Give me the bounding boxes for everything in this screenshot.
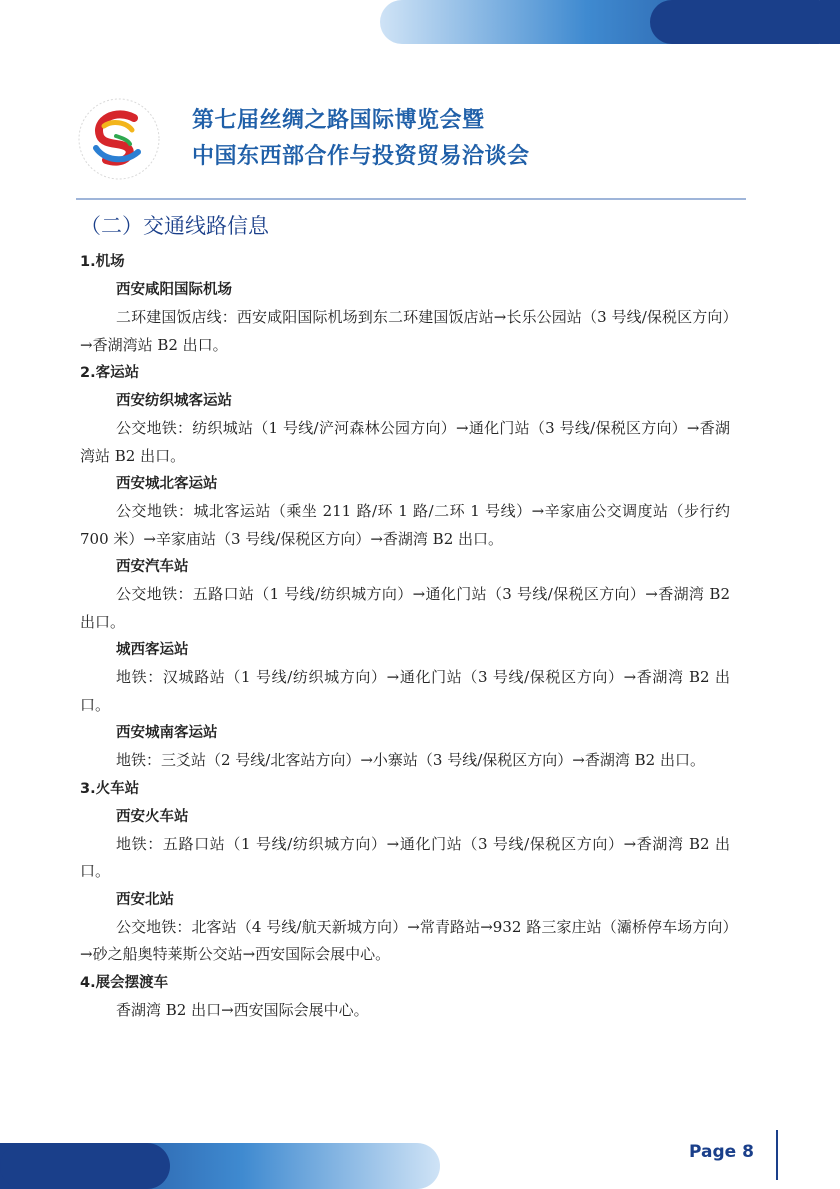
item-route: 地铁：三爻站（2 号线/北客站方向）→小寨站（3 号线/保税区方向）→香湖湾 B2 出口。 (116, 751, 705, 769)
header-title (192, 103, 530, 175)
item-name: 城西客运站 (116, 642, 189, 658)
item-name: 西安城北客运站 (116, 476, 218, 492)
item-name: 西安城南客运站 (116, 725, 218, 741)
section-heading-bus-station: 2.客运站 (80, 365, 140, 381)
page-number-divider (776, 1130, 778, 1180)
document-body (80, 206, 730, 1024)
header-divider (76, 198, 746, 200)
section-heading-airport: 1.机场 (80, 254, 125, 270)
header-title-line2: 中国东西部合作与投资贸易洽谈会 (192, 144, 530, 169)
item-route: 公交地铁：纺织城站（1 号线/浐河森林公园方向）→通化门站（3 号线/保税区方向）→香湖湾站 B2 出口。 (80, 419, 730, 465)
item-route: 公交地铁：城北客运站（乘坐 211 路/环 1 路/二环 1 号线）→辛家庙公交调度站（步行约 700 米）→辛家庙站（3 号线/保税区方向）→香湖湾 B2 出口。 (80, 502, 730, 548)
section-heading-shuttle: 4.展会摆渡车 (80, 974, 169, 991)
header-title-line1: 第七届丝绸之路国际博览会暨 (192, 108, 485, 133)
item-route: 公交地铁：五路口站（1 号线/纺织城方向）→通化门站（3 号线/保税区方向）→香湖湾 B2 出口。 (80, 585, 730, 631)
item-name: 西安纺织城客运站 (116, 393, 232, 409)
item-name: 西安北站 (116, 891, 174, 908)
top-decorative-band (380, 0, 840, 44)
expo-logo (76, 96, 162, 182)
section-heading-train-station: 3.火车站 (80, 780, 140, 797)
item-route: 地铁：五路口站（1 号线/纺织城方向）→通化门站（3 号线/保税区方向）→香湖湾 B2 出口。 (80, 834, 730, 880)
item-route: 公交地铁：北客站（4 号线/航天新城方向）→常青路站→932 路三家庄站（灞桥停车场方向）→砂之船奥特莱斯公交站→西安国际会展中心。 (80, 917, 730, 963)
item-name: 西安咸阳国际机场 (116, 282, 232, 298)
page-number: Page 8 (689, 1142, 754, 1162)
bottom-decorative-band (0, 1143, 440, 1189)
item-route: 地铁：汉城路站（1 号线/纺织城方向）→通化门站（3 号线/保税区方向）→香湖湾 B2 出口。 (80, 668, 730, 714)
item-route: 香湖湾 B2 出口→西安国际会展中心。 (116, 1000, 369, 1019)
section-title: （二）交通线路信息 (80, 214, 269, 238)
item-name: 西安汽车站 (116, 559, 189, 575)
item-route: 二环建国饭店线：西安咸阳国际机场到东二环建国饭店站→长乐公园站（3 号线/保税区方向）→香湖湾站 B2 出口。 (80, 308, 730, 354)
item-name: 西安火车站 (116, 808, 189, 825)
